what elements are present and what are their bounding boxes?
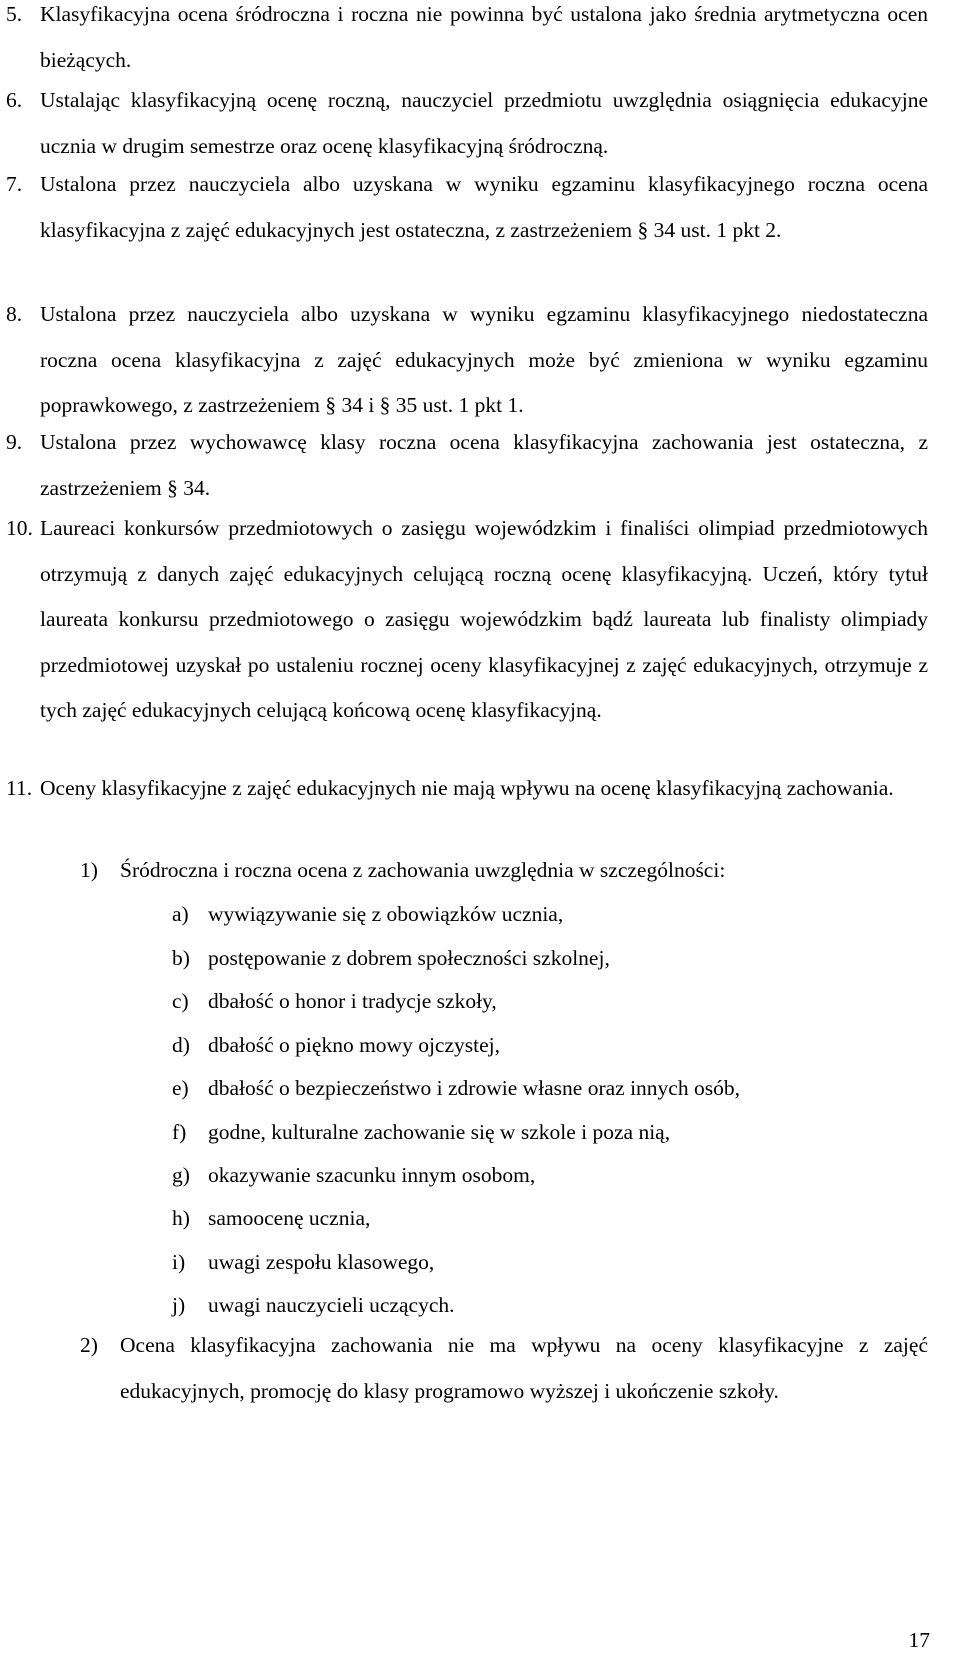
- paragraph-text: Oceny klasyfikacyjne z zajęć edukacyjnych nie mają wpływu na ocenę klasyfikacyjną zachowania.: [40, 776, 894, 800]
- paragraph-11: [6, 766, 928, 812]
- subpoint-2: [80, 1323, 928, 1414]
- paragraph-text: Ustalona przez nauczyciela albo uzyskana w wyniku egzaminu klasyfikacyjnego niedostateczna roczna ocena klasyfikacyjna z zajęć edukacyjnych może być zmieniona w wyniku egzaminu poprawkowego, z zastrzeżeniem § 34 i § 35 ust. 1 pkt 1.: [40, 302, 928, 417]
- list-item-b: [172, 943, 610, 973]
- paragraph-number: 11.: [6, 776, 33, 800]
- item-letter: e): [172, 1076, 189, 1100]
- item-letter: h): [172, 1206, 190, 1230]
- paragraph-number: 7.: [6, 172, 23, 196]
- item-text: godne, kulturalne zachowanie się w szkole i poza nią,: [208, 1120, 671, 1144]
- item-text: dbałość o honor i tradycje szkoły,: [208, 989, 497, 1013]
- subpoint-number: 1): [80, 858, 98, 882]
- paragraph-number: 8.: [6, 302, 23, 326]
- paragraph-text: Ustalona przez nauczyciela albo uzyskana w wyniku egzaminu klasyfikacyjnego roczna ocena klasyfikacyjna z zajęć edukacyjnych jest ostateczna, z zastrzeżeniem § 34 ust. 1 pkt 2.: [40, 172, 928, 242]
- paragraph-text: Ustalona przez wychowawcę klasy roczna ocena klasyfikacyjna zachowania jest ostateczna, z zastrzeżeniem § 34.: [40, 430, 928, 500]
- subpoint-1: [80, 848, 928, 894]
- paragraph-5: [6, 0, 928, 83]
- item-letter: b): [172, 946, 190, 970]
- subpoint-text: Śródroczna i roczna ocena z zachowania uwzględnia w szczególności:: [120, 858, 726, 882]
- list-item-e: [172, 1073, 740, 1103]
- paragraph-6: [6, 78, 928, 169]
- list-item-a: [172, 899, 563, 929]
- paragraph-number: 6.: [6, 88, 23, 112]
- item-letter: i): [172, 1250, 186, 1274]
- item-letter: c): [172, 989, 189, 1013]
- paragraph-10: [6, 506, 928, 734]
- item-text: dbałość o bezpieczeństwo i zdrowie własne oraz innych osób,: [208, 1076, 740, 1100]
- list-item-g: [172, 1160, 535, 1190]
- item-letter: f): [172, 1120, 187, 1144]
- item-text: postępowanie z dobrem społeczności szkolnej,: [208, 946, 610, 970]
- paragraph-number: 5.: [6, 2, 23, 26]
- item-text: uwagi nauczycieli uczących.: [208, 1293, 455, 1317]
- item-text: uwagi zespołu klasowego,: [208, 1250, 435, 1274]
- paragraph-number: 9.: [6, 430, 23, 454]
- list-item-d: [172, 1030, 500, 1060]
- paragraph-8: [6, 292, 928, 429]
- item-letter: g): [172, 1163, 190, 1187]
- list-item-h: [172, 1203, 370, 1233]
- subpoint-number: 2): [80, 1333, 98, 1357]
- list-item-f: [172, 1117, 670, 1147]
- paragraph-text: Klasyfikacyjna ocena śródroczna i roczna nie powinna być ustalona jako średnia arytmetyczna ocen bieżących.: [40, 2, 928, 72]
- subpoint-text: Ocena klasyfikacyjna zachowania nie ma wpływu na oceny klasyfikacyjne z zajęć edukacyjnych, promocję do klasy programowo wyższej i ukończenie szkoły.: [120, 1333, 928, 1403]
- item-letter: d): [172, 1033, 190, 1057]
- paragraph-7: [6, 162, 928, 253]
- list-item-c: [172, 986, 497, 1016]
- page-number: 17: [908, 1628, 930, 1652]
- paragraph-number: 10.: [6, 516, 33, 540]
- list-item-i: [172, 1247, 434, 1277]
- paragraph-text: Laureaci konkursów przedmiotowych o zasięgu wojewódzkim i finaliści olimpiad przedmiotowych otrzymują z danych zajęć edukacyjnych celującą roczną ocenę klasyfikacyjną. Uczeń, który tytuł laureata konkursu przedmiotowego o zasięgu wojewódzkim bądź laureata lub finalisty olimpiady przedmiotowej uzyskał po ustaleniu rocznej oceny klasyfikacyjnej z zajęć edukacyjnych, otrzymuje z tych zajęć edukacyjnych celującą końcową ocenę klasyfikacyjną.: [40, 516, 928, 722]
- item-text: dbałość o piękno mowy ojczystej,: [208, 1033, 500, 1057]
- paragraph-9: [6, 420, 928, 511]
- item-letter: j): [172, 1293, 186, 1317]
- item-text: wywiązywanie się z obowiązków ucznia,: [208, 902, 564, 926]
- item-letter: a): [172, 902, 189, 926]
- paragraph-text: Ustalając klasyfikacyjną ocenę roczną, nauczyciel przedmiotu uwzględnia osiągnięcia edukacyjne ucznia w drugim semestrze oraz ocenę klasyfikacyjną śródroczną.: [40, 88, 928, 158]
- list-item-j: [172, 1290, 455, 1320]
- item-text: okazywanie szacunku innym osobom,: [208, 1163, 536, 1187]
- item-text: samoocenę ucznia,: [208, 1206, 371, 1230]
